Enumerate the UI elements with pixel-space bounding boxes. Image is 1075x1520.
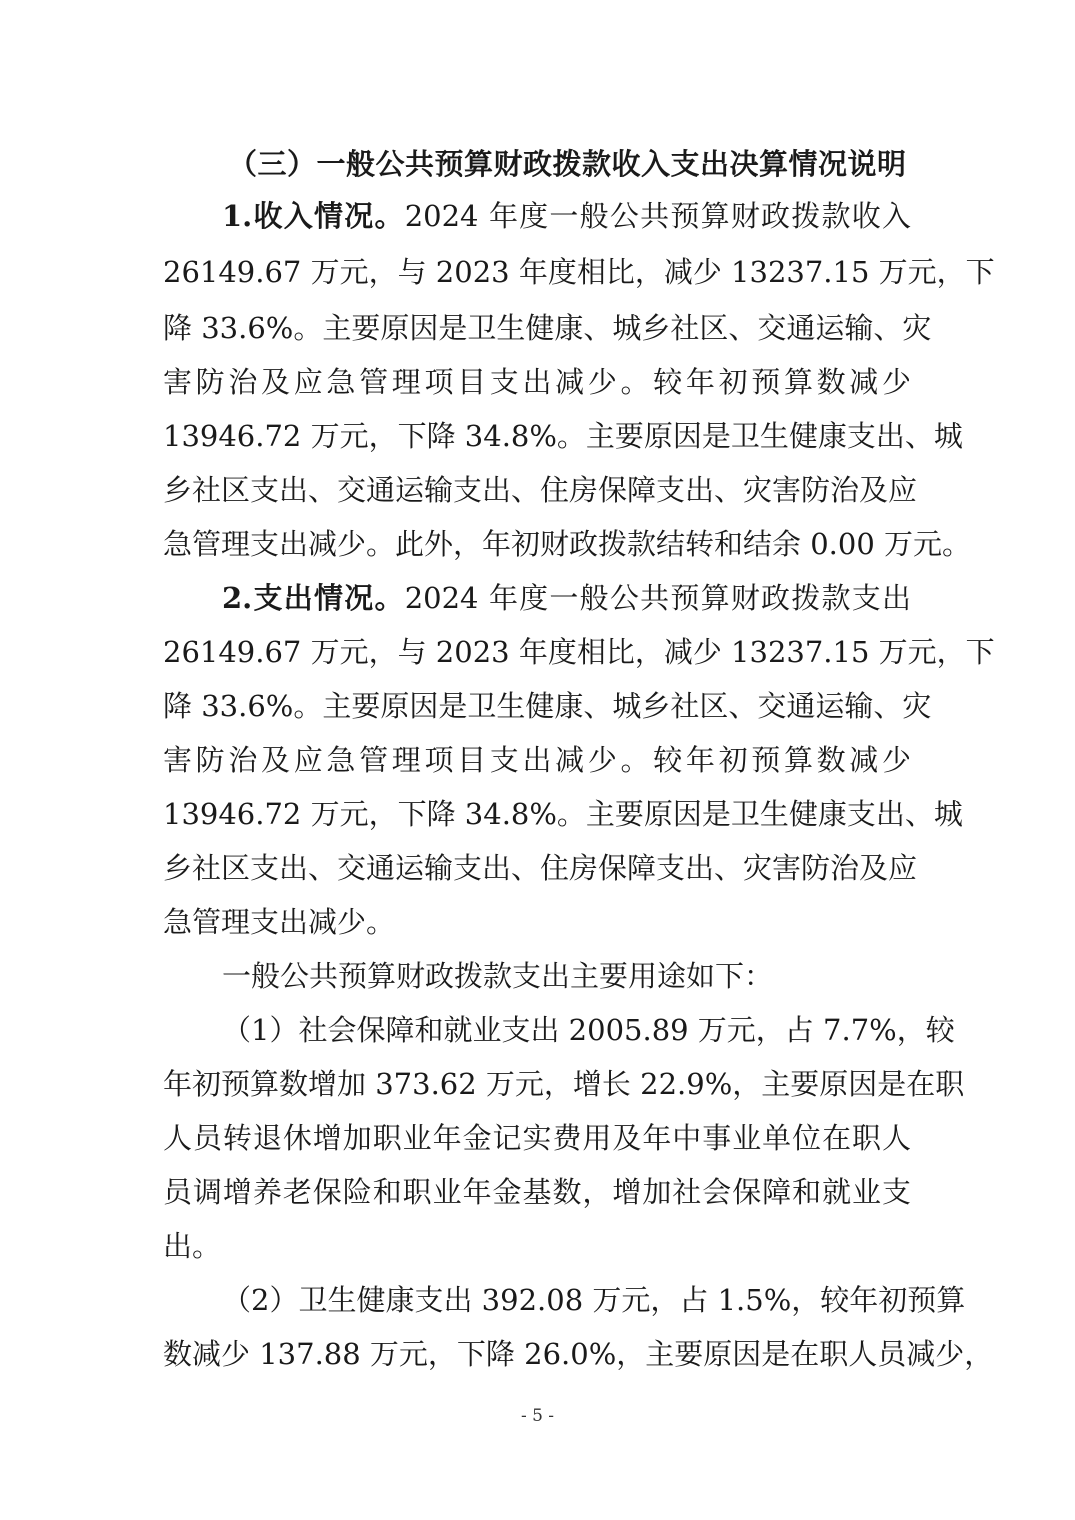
subsection-heading: 1.收入情况。 — [222, 199, 405, 233]
page-number: - 5 - — [520, 1406, 555, 1426]
paragraph-line: 26149.67 万元，与 2023 年度相比，减少 13237.15 万元，下 — [163, 635, 995, 669]
paragraph-line: 害防治及应急管理项目支出减少。较年初预算数减少 — [163, 365, 911, 399]
section-heading: （三）一般公共预算财政拨款收入支出决算情况说明 — [228, 147, 907, 181]
paragraph-line: （1）社会保障和就业支出 2005.89 万元，占 7.7%，较 — [222, 1013, 955, 1047]
paragraph-line: 急管理支出减少。此外，年初财政拨款结转和结余 0.00 万元。 — [163, 527, 972, 561]
paragraph-line: 乡社区支出、交通运输支出、住房保障支出、灾害防治及应 — [163, 851, 918, 885]
paragraph-line: 26149.67 万元，与 2023 年度相比，减少 13237.15 万元，下 — [163, 255, 995, 289]
subsection-heading: 2.支出情况。 — [222, 581, 405, 615]
paragraph-line: 害防治及应急管理项目支出减少。较年初预算数减少 — [163, 743, 911, 777]
paragraph-line: 一般公共预算财政拨款支出主要用途如下： — [222, 959, 774, 993]
paragraph-line: 降 33.6%。主要原因是卫生健康、城乡社区、交通运输、灾 — [163, 689, 932, 723]
paragraph-line: 人员转退休增加职业年金记实费用及年中事业单位在职人 — [163, 1121, 911, 1155]
paragraph-line: 13946.72 万元，下降 34.8%。主要原因是卫生健康支出、城 — [163, 797, 963, 831]
paragraph-line: 13946.72 万元，下降 34.8%。主要原因是卫生健康支出、城 — [163, 419, 963, 453]
paragraph-line: 1.收入情况。2024 年度一般公共预算财政拨款收入 — [222, 199, 911, 233]
paragraph-line: 乡社区支出、交通运输支出、住房保障支出、灾害防治及应 — [163, 473, 918, 507]
paragraph-line: 急管理支出减少。 — [163, 905, 396, 939]
paragraph-line: 出。 — [163, 1229, 222, 1263]
paragraph-line: 年初预算数增加 373.62 万元，增长 22.9%，主要原因是在职 — [163, 1067, 965, 1101]
paragraph-line: 降 33.6%。主要原因是卫生健康、城乡社区、交通运输、灾 — [163, 311, 932, 345]
paragraph-line: 员调增养老保险和职业年金基数，增加社会保障和就业支 — [163, 1175, 911, 1209]
paragraph-line: （2）卫生健康支出 392.08 万元，占 1.5%，较年初预算 — [222, 1283, 966, 1317]
paragraph-line: 数减少 137.88 万元，下降 26.0%，主要原因是在职人员减少， — [163, 1337, 994, 1371]
paragraph-line: 2.支出情况。2024 年度一般公共预算财政拨款支出 — [222, 581, 911, 615]
